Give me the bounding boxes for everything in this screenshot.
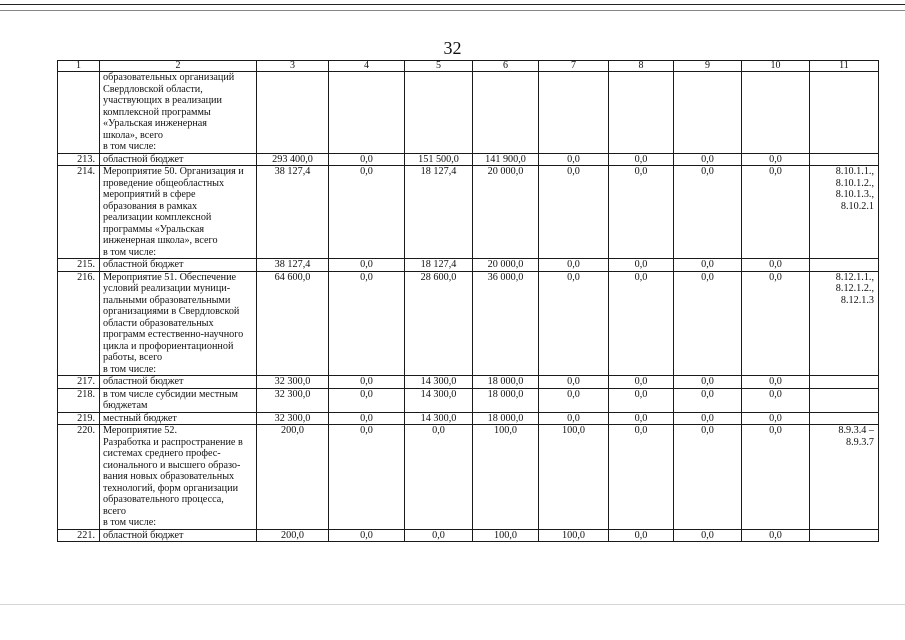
cell-col4: 0,0	[329, 376, 405, 389]
column-header: 9	[674, 61, 742, 72]
cell-col5	[405, 72, 473, 154]
cell-col7: 0,0	[539, 376, 609, 389]
row-number: 214.	[58, 166, 100, 259]
cell-col10: 0,0	[742, 153, 810, 166]
cell-col7: 100,0	[539, 425, 609, 530]
cell-col3: 64 600,0	[257, 271, 329, 376]
table-row	[58, 72, 879, 154]
cell-col8: 0,0	[609, 412, 674, 425]
cell-goal-numbers	[810, 412, 879, 425]
cell-col7: 0,0	[539, 412, 609, 425]
cell-goal-numbers: 8.10.1.1., 8.10.1.2., 8.10.1.3., 8.10.2.1	[810, 166, 879, 259]
cell-col8	[609, 72, 674, 154]
cell-col7	[539, 72, 609, 154]
cell-col6: 36 000,0	[473, 271, 539, 376]
table-row	[58, 271, 879, 376]
cell-col7: 100,0	[539, 529, 609, 542]
column-header-row	[58, 61, 879, 72]
cell-col9: 0,0	[674, 153, 742, 166]
cell-col6: 20 000,0	[473, 259, 539, 272]
cell-col9: 0,0	[674, 166, 742, 259]
cell-col3: 38 127,4	[257, 259, 329, 272]
row-number: 217.	[58, 376, 100, 389]
cell-col9: 0,0	[674, 271, 742, 376]
cell-col10	[742, 72, 810, 154]
cell-col5: 14 300,0	[405, 388, 473, 412]
cell-col4: 0,0	[329, 388, 405, 412]
row-name: Мероприятие 50. Организация и проведение общеобластных мероприятий в сфере образования в рамках реализации комплексной программы «Уральская инженерная школа», всего в том числе:	[100, 166, 257, 259]
top-rule	[0, 4, 905, 5]
row-name: областной бюджет	[100, 376, 257, 389]
row-name: местный бюджет	[100, 412, 257, 425]
cell-col10: 0,0	[742, 166, 810, 259]
cell-col4: 0,0	[329, 259, 405, 272]
cell-col5: 18 127,4	[405, 166, 473, 259]
cell-col7: 0,0	[539, 153, 609, 166]
column-header: 10	[742, 61, 810, 72]
top-rule-faint	[0, 10, 905, 11]
cell-col7: 0,0	[539, 388, 609, 412]
column-header: 1	[58, 61, 100, 72]
cell-col5: 0,0	[405, 425, 473, 530]
cell-goal-numbers	[810, 153, 879, 166]
cell-col6: 20 000,0	[473, 166, 539, 259]
table-row	[58, 529, 879, 542]
scan-edge-rule	[0, 604, 905, 605]
cell-col7: 0,0	[539, 259, 609, 272]
table-row	[58, 166, 879, 259]
table-row	[58, 259, 879, 272]
table-row	[58, 388, 879, 412]
cell-col6: 18 000,0	[473, 388, 539, 412]
cell-col3	[257, 72, 329, 154]
row-name: Мероприятие 52. Разработка и распространение в системах среднего профес- сионального и высшего образо- вания новых образовательных технологий, форм организации образовательного процесса, всего в том числе:	[100, 425, 257, 530]
cell-col9	[674, 72, 742, 154]
cell-col3: 32 300,0	[257, 412, 329, 425]
cell-col4: 0,0	[329, 425, 405, 530]
cell-col6: 18 000,0	[473, 376, 539, 389]
cell-col9: 0,0	[674, 376, 742, 389]
cell-col9: 0,0	[674, 412, 742, 425]
table-row	[58, 153, 879, 166]
cell-goal-numbers	[810, 72, 879, 154]
column-header: 7	[539, 61, 609, 72]
cell-col6	[473, 72, 539, 154]
cell-goal-numbers	[810, 529, 879, 542]
row-name: областной бюджет	[100, 259, 257, 272]
table-row	[58, 412, 879, 425]
cell-col3: 38 127,4	[257, 166, 329, 259]
cell-col4: 0,0	[329, 529, 405, 542]
cell-col10: 0,0	[742, 388, 810, 412]
cell-col5: 151 500,0	[405, 153, 473, 166]
row-number: 219.	[58, 412, 100, 425]
column-header: 8	[609, 61, 674, 72]
column-header: 5	[405, 61, 473, 72]
cell-goal-numbers: 8.12.1.1., 8.12.1.2., 8.12.1.3	[810, 271, 879, 376]
column-header: 2	[100, 61, 257, 72]
cell-col3: 32 300,0	[257, 388, 329, 412]
cell-col10: 0,0	[742, 412, 810, 425]
row-number: 221.	[58, 529, 100, 542]
cell-col8: 0,0	[609, 271, 674, 376]
cell-col6: 141 900,0	[473, 153, 539, 166]
row-number: 220.	[58, 425, 100, 530]
cell-col5: 28 600,0	[405, 271, 473, 376]
row-number: 213.	[58, 153, 100, 166]
column-header: 11	[810, 61, 879, 72]
row-name: образовательных организаций Свердловской области, участвующих в реализации комплексной программы «Уральская инженерная школа», всего в том числе:	[100, 72, 257, 154]
row-number: 218.	[58, 388, 100, 412]
cell-col8: 0,0	[609, 388, 674, 412]
cell-col8: 0,0	[609, 376, 674, 389]
cell-col10: 0,0	[742, 376, 810, 389]
row-number	[58, 72, 100, 154]
row-number: 216.	[58, 271, 100, 376]
cell-col9: 0,0	[674, 529, 742, 542]
cell-col8: 0,0	[609, 529, 674, 542]
cell-col5: 14 300,0	[405, 412, 473, 425]
cell-col6: 18 000,0	[473, 412, 539, 425]
cell-col4: 0,0	[329, 271, 405, 376]
cell-col4: 0,0	[329, 412, 405, 425]
table-row	[58, 425, 879, 530]
page-number: 32	[443, 38, 462, 58]
cell-col10: 0,0	[742, 529, 810, 542]
row-name: в том числе субсидии местным бюджетам	[100, 388, 257, 412]
cell-col3: 200,0	[257, 529, 329, 542]
cell-col7: 0,0	[539, 271, 609, 376]
cell-col10: 0,0	[742, 425, 810, 530]
cell-col4: 0,0	[329, 153, 405, 166]
cell-col9: 0,0	[674, 425, 742, 530]
cell-col3: 32 300,0	[257, 376, 329, 389]
cell-goal-numbers	[810, 259, 879, 272]
cell-col4: 0,0	[329, 166, 405, 259]
cell-col5: 14 300,0	[405, 376, 473, 389]
cell-goal-numbers: 8.9.3.4 – 8.9.3.7	[810, 425, 879, 530]
row-number: 215.	[58, 259, 100, 272]
cell-goal-numbers	[810, 376, 879, 389]
cell-col5: 0,0	[405, 529, 473, 542]
cell-col5: 18 127,4	[405, 259, 473, 272]
cell-col3: 200,0	[257, 425, 329, 530]
column-header: 6	[473, 61, 539, 72]
cell-col8: 0,0	[609, 259, 674, 272]
budget-table	[57, 60, 879, 542]
column-header: 4	[329, 61, 405, 72]
row-name: областной бюджет	[100, 529, 257, 542]
cell-col7: 0,0	[539, 166, 609, 259]
cell-col9: 0,0	[674, 388, 742, 412]
cell-col4	[329, 72, 405, 154]
cell-goal-numbers	[810, 388, 879, 412]
column-header: 3	[257, 61, 329, 72]
cell-col6: 100,0	[473, 529, 539, 542]
cell-col10: 0,0	[742, 271, 810, 376]
cell-col10: 0,0	[742, 259, 810, 272]
cell-col8: 0,0	[609, 153, 674, 166]
cell-col8: 0,0	[609, 166, 674, 259]
cell-col3: 293 400,0	[257, 153, 329, 166]
table-row	[58, 376, 879, 389]
cell-col8: 0,0	[609, 425, 674, 530]
cell-col9: 0,0	[674, 259, 742, 272]
cell-col6: 100,0	[473, 425, 539, 530]
row-name: Мероприятие 51. Обеспечение условий реализации муници- пальными образовательными организациями в Свердловской области образовательных программ естественно-научного цикла и профориентационной работы, всего в том числе:	[100, 271, 257, 376]
row-name: областной бюджет	[100, 153, 257, 166]
